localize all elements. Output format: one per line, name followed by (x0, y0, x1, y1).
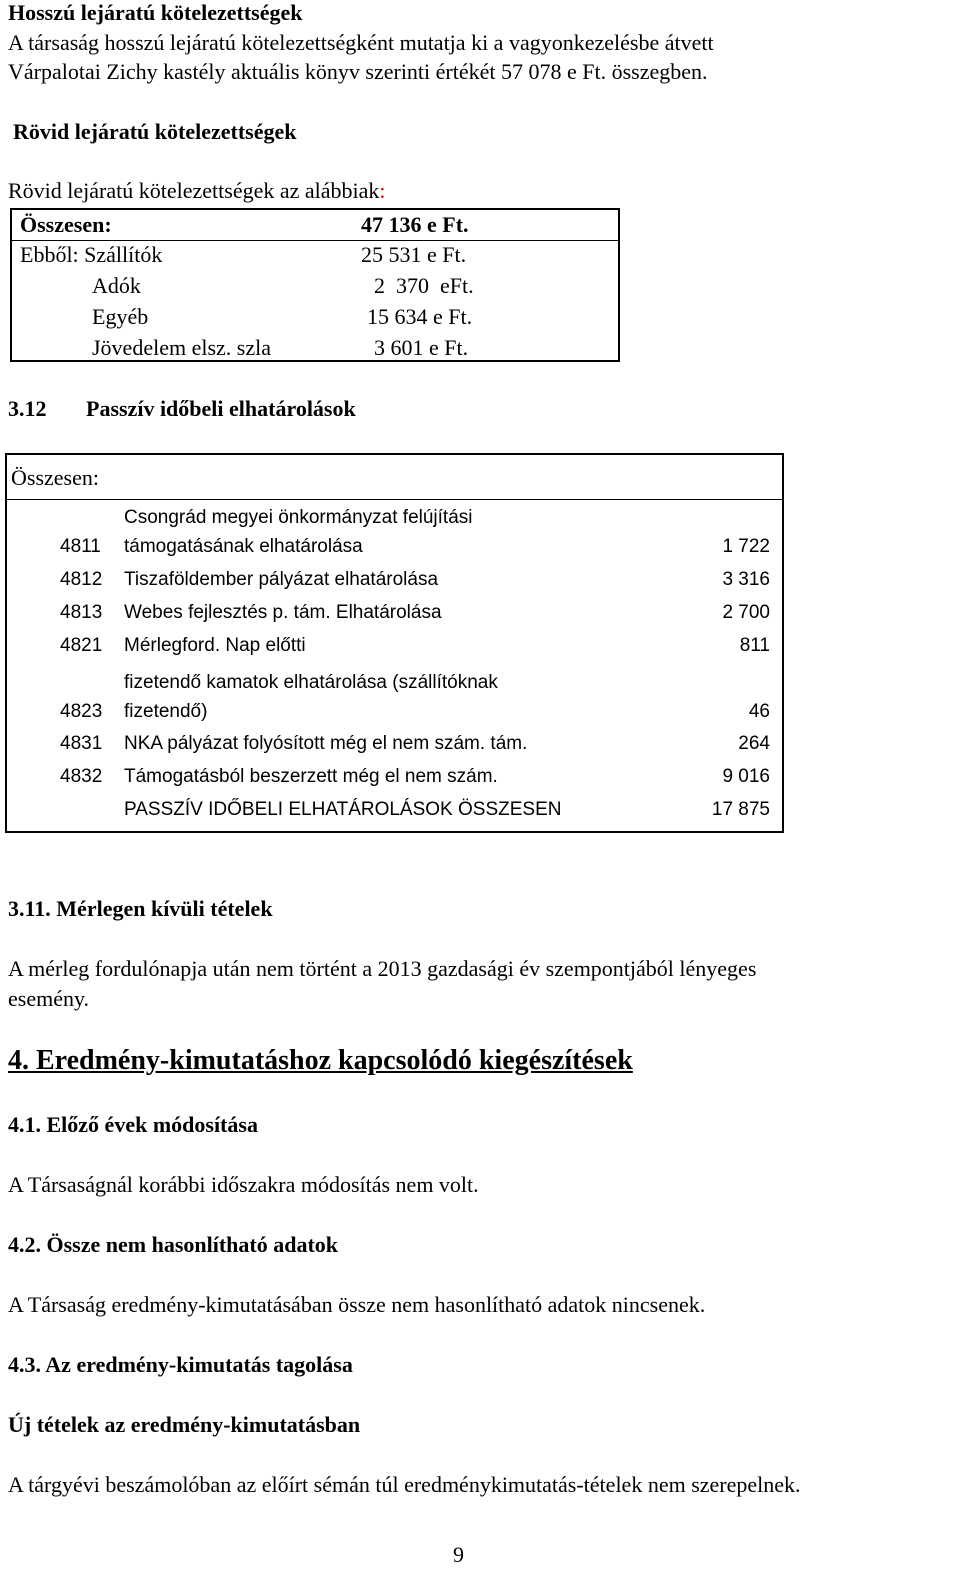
short-term-row-value: 25 531 e Ft. (361, 242, 467, 267)
short-term-intro (8, 176, 386, 206)
passive-row-amount: 811 (739, 635, 770, 656)
section-4-2-heading: 4.2. Össze nem hasonlítható adatok (8, 1232, 339, 1257)
passive-sum-amount: 17 875 (711, 799, 770, 820)
passive-row-desc-line1: fizetendő kamatok elhatárolása (szállítóknak (124, 672, 498, 693)
passive-row-amount: 2 700 (722, 602, 770, 623)
long-term-heading: Hosszú lejáratú kötelezettségek (8, 0, 303, 25)
off-balance-text-line2: esemény. (8, 986, 90, 1011)
short-term-row-label: Egyéb (92, 304, 149, 329)
long-term-text-line2: Várpalotai Zichy kastély aktuális könyv szerinti értékét 57 078 e Ft. összegben. (8, 59, 708, 84)
passive-row-amount: 264 (738, 733, 770, 754)
passive-row-amount: 3 316 (722, 569, 770, 590)
section-4-heading: 4. Eredmény-kimutatáshoz kapcsolódó kiegészítések (8, 1045, 633, 1076)
passive-sum-label: PASSZÍV IDŐBELI ELHATÁROLÁSOK ÖSSZESEN (124, 799, 562, 820)
passive-heading-number: 3.12 (8, 396, 47, 421)
passive-row-code: 4832 (60, 766, 103, 787)
passive-row-desc: Mérlegford. Nap előtti (124, 635, 306, 656)
passive-row-code: 4831 (60, 733, 103, 754)
short-term-total-label: Összesen: (20, 212, 112, 237)
passive-row-code: 4811 (60, 536, 101, 557)
passive-row-desc: fizetendő) (124, 701, 208, 722)
passive-row-amount: 46 (748, 701, 770, 722)
passive-row-desc: Webes fejlesztés p. tám. Elhatárolása (124, 602, 442, 623)
short-term-row-value: 2 370 eFt. (374, 273, 474, 298)
passive-row-desc: Támogatásból beszerzett még el nem szám. (124, 766, 498, 787)
passive-row-desc: Tiszaföldember pályázat elhatárolása (124, 569, 439, 590)
table-divider (7, 499, 782, 500)
short-term-row-value: 15 634 e Ft. (367, 304, 473, 329)
passive-row-amount: 9 016 (722, 766, 770, 787)
passive-heading: Passzív időbeli elhatárolások (86, 396, 356, 421)
section-4-1-heading: 4.1. Előző évek módosítása (8, 1112, 258, 1137)
passive-row-code: 4821 (60, 635, 103, 656)
new-items-heading: Új tételek az eredmény-kimutatásban (8, 1412, 361, 1437)
passive-row-desc-line1: Csongrád megyei önkormányzat felújítási (124, 507, 473, 528)
section-4-2-text: A Társaság eredmény-kimutatásában össze nem hasonlítható adatok nincsenek. (8, 1292, 706, 1317)
long-term-text-line1: A társaság hosszú lejáratú kötelezettségként mutatja ki a vagyonkezelésbe átvett (8, 30, 714, 55)
off-balance-heading: 3.11. Mérlegen kívüli tételek (8, 896, 273, 921)
short-term-row-label: Adók (92, 273, 141, 298)
new-items-text: A tárgyévi beszámolóban az előírt sémán túl eredménykimutatás-tételek nem szerepelnek. (8, 1472, 801, 1497)
short-term-row-value: 3 601 e Ft. (374, 335, 469, 360)
page-number: 9 (453, 1542, 464, 1567)
passive-row-code: 4812 (60, 569, 103, 590)
passive-row-amount: 1 722 (722, 536, 770, 557)
passive-row-code: 4813 (60, 602, 103, 623)
short-term-intro-colon: : (379, 178, 386, 203)
passive-row-code: 4823 (60, 701, 103, 722)
short-term-intro-text: Rövid lejáratú kötelezettségek az alábbiak (8, 178, 380, 203)
short-term-row-label: Ebből: Szállítók (20, 242, 163, 267)
section-4-1-text: A Társaságnál korábbi időszakra módosítás nem volt. (8, 1172, 479, 1197)
passive-row-desc: támogatásának elhatárolása (124, 536, 363, 557)
off-balance-text-line1: A mérleg fordulónapja után nem történt a 2013 gazdasági év szempontjából lényeges (8, 956, 757, 981)
passive-total-label: Összesen: (11, 465, 99, 490)
short-term-total-value: 47 136 e Ft. (361, 212, 469, 237)
section-4-3-heading: 4.3. Az eredmény-kimutatás tagolása (8, 1352, 353, 1377)
passive-row-desc: NKA pályázat folyósított még el nem szám. tám. (124, 733, 528, 754)
short-term-heading: Rövid lejáratú kötelezettségek (13, 119, 297, 144)
short-term-row-label: Jövedelem elsz. szla (92, 335, 271, 360)
